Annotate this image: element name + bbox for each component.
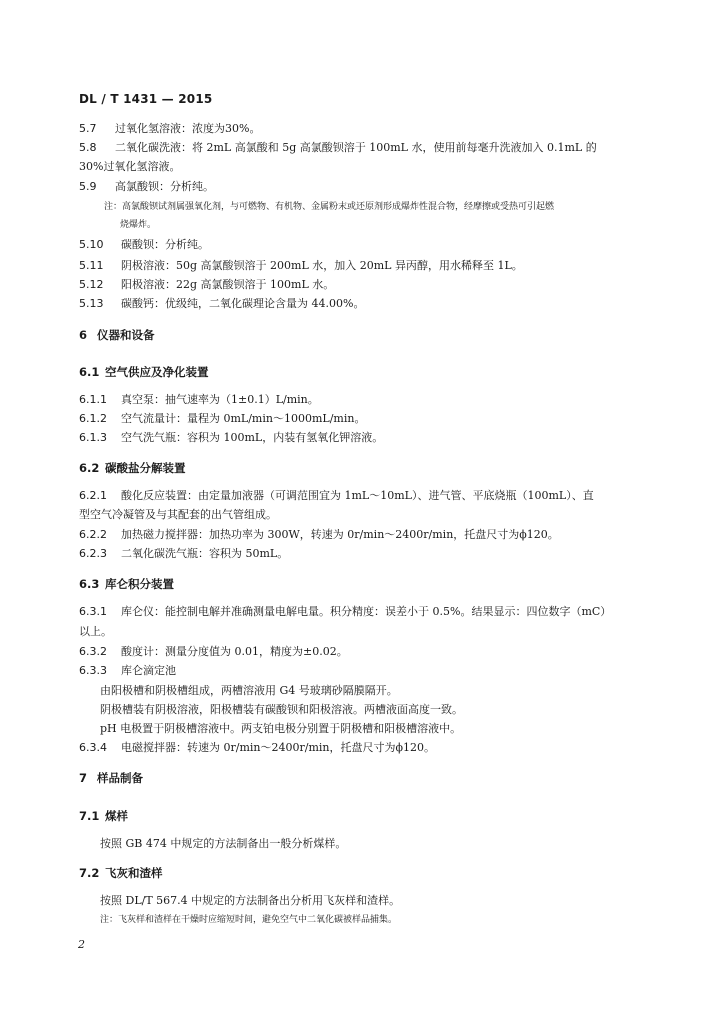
clause-6-2-1-continued xyxy=(79,508,277,522)
section-7-1-heading xyxy=(79,808,128,824)
clause-text: 30%过氧化氢溶液。 xyxy=(79,160,181,173)
clause-number: 6.3.4 xyxy=(79,741,107,754)
clause-text: 型空气冷凝管及与其配套的出气管组成。 xyxy=(79,508,277,521)
clause-6-1-1 xyxy=(79,393,319,407)
clause-5-13 xyxy=(79,297,364,311)
clause-number: 6.2.3 xyxy=(79,547,107,560)
clause-number: 5.7 xyxy=(79,122,97,135)
section-title: 碳酸盐分解装置 xyxy=(105,461,186,475)
clause-number: 5.11 xyxy=(79,259,104,272)
clause-text: 酸化反应装置：由定量加液器（可调范围宜为 1mL～10mL）、进气管、平底烧瓶（100mL）、直 xyxy=(121,489,594,502)
clause-number: 6.2.2 xyxy=(79,528,107,541)
clause-text: 以上。 xyxy=(79,625,112,638)
clause-6-3-3-body-1 xyxy=(100,684,398,698)
clause-5-10 xyxy=(79,238,209,252)
clause-6-3-3 xyxy=(79,664,176,678)
section-number: 7.1 xyxy=(79,809,100,823)
clause-text: 加热磁力搅拌器：加热功率为 300W，转速为 0r/min～2400r/min，托盘尺寸为ϕ120。 xyxy=(121,528,559,541)
clause-text: 库仑滴定池 xyxy=(121,664,176,677)
section-7-heading xyxy=(79,770,143,786)
clause-5-8 xyxy=(79,141,597,155)
clause-number: 5.12 xyxy=(79,278,104,291)
section-number: 7.2 xyxy=(79,866,100,880)
clause-number: 5.13 xyxy=(79,297,104,310)
section-number: 6.1 xyxy=(79,365,100,379)
section-6-heading xyxy=(79,327,155,343)
section-number: 6 xyxy=(79,328,88,342)
clause-5-8-continued xyxy=(79,160,180,174)
clause-text: 过氧化氢溶液：浓度为30%。 xyxy=(115,122,261,135)
clause-5-12 xyxy=(79,278,334,292)
section-6-2-heading xyxy=(79,460,186,476)
clause-text: 碳酸钡：分析纯。 xyxy=(121,238,209,251)
section-number: 6.2 xyxy=(79,461,100,475)
clause-6-1-2 xyxy=(79,412,365,426)
clause-number: 6.1.2 xyxy=(79,412,107,425)
clause-number: 6.3.3 xyxy=(79,664,107,677)
clause-6-1-3 xyxy=(79,431,383,445)
clause-text: 由阳极槽和阴极槽组成，两槽溶液用 G4 号玻璃砂隔膜隔开。 xyxy=(100,684,398,697)
note-5-9: 注：高氯酸钡试剂属强氧化剂，与可燃物、有机物、金属粉末或还原剂形成爆炸性混合物，经摩擦或受热可引起燃 xyxy=(104,202,555,212)
clause-6-3-4 xyxy=(79,741,435,755)
clause-text: 二氧化碳洗气瓶：容积为 50mL。 xyxy=(121,547,289,560)
clause-text: 酸度计：测量分度值为 0.01，精度为±0.02。 xyxy=(121,645,348,658)
clause-text: 真空泵：抽气速率为（1±0.1）L/min。 xyxy=(121,393,319,406)
page-number: 2 xyxy=(78,938,85,951)
clause-text: 空气流量计：量程为 0mL/min～1000mL/min。 xyxy=(121,412,366,425)
section-number: 6.3 xyxy=(79,577,100,591)
clause-7-2-body xyxy=(100,894,400,908)
clause-6-2-3 xyxy=(79,547,288,561)
clause-5-7 xyxy=(79,122,260,136)
clause-text: 高氯酸钡：分析纯。 xyxy=(115,180,214,193)
clause-number: 6.1.1 xyxy=(79,393,107,406)
clause-text: 电磁搅拌器：转速为 0r/min～2400r/min，托盘尺寸为ϕ120。 xyxy=(121,741,435,754)
clause-text: 阴极溶液：50g 高氯酸钡溶于 200mL 水，加入 20mL 异丙醇，用水稀释至 1L。 xyxy=(121,259,523,272)
clause-number: 6.2.1 xyxy=(79,489,107,502)
clause-text: 库仑仪：能控制电解并准确测量电解电量。积分精度：误差小于 0.5%。结果显示：四位数字（mC） xyxy=(121,605,612,618)
clause-text: 空气洗气瓶：容积为 100mL，内装有氢氧化钾溶液。 xyxy=(121,431,384,444)
section-number: 7 xyxy=(79,771,88,785)
clause-6-2-1 xyxy=(79,489,594,503)
clause-number: 5.9 xyxy=(79,180,97,193)
clause-6-3-3-body-3 xyxy=(100,722,461,736)
clause-text: 碳酸钙：优级纯，二氧化碳理论含量为 44.00%。 xyxy=(121,297,365,310)
clause-number: 6.3.1 xyxy=(79,605,107,618)
clause-5-11 xyxy=(79,259,523,273)
clause-number: 6.3.2 xyxy=(79,645,107,658)
clause-5-9 xyxy=(79,180,214,194)
clause-number: 5.8 xyxy=(79,141,97,154)
clause-text: 二氧化碳洗液：将 2mL 高氯酸和 5g 高氯酸钡溶于 100mL 水，使用前每毫升洗液加入 0.1mL 的 xyxy=(115,141,597,154)
note-5-9-continued: 烧爆炸。 xyxy=(120,220,157,230)
clause-number: 6.1.3 xyxy=(79,431,107,444)
section-6-3-heading xyxy=(79,576,174,592)
section-title: 煤样 xyxy=(105,809,128,823)
clause-7-1-body xyxy=(100,837,346,851)
section-title: 库仑积分装置 xyxy=(105,577,174,591)
clause-6-3-2 xyxy=(79,645,348,659)
note-7-2: 注：飞灰样和渣样在干燥时应缩短时间，避免空气中二氧化碳被样品捕集。 xyxy=(100,915,398,925)
clause-text: 按照 DL/T 567.4 中规定的方法制备出分析用飞灰样和渣样。 xyxy=(100,894,401,907)
section-title: 空气供应及净化装置 xyxy=(105,365,209,379)
clause-text: 按照 GB 474 中规定的方法制备出一般分析煤样。 xyxy=(100,837,347,850)
clause-6-2-2 xyxy=(79,528,559,542)
clause-text: 阳极溶液：22g 高氯酸钡溶于 100mL 水。 xyxy=(121,278,335,291)
clause-6-3-1-continued xyxy=(79,625,112,639)
clause-text: pH 电极置于阴极槽溶液中。两支铂电极分别置于阴极槽和阳极槽溶液中。 xyxy=(100,722,462,735)
clause-6-3-3-body-2 xyxy=(100,703,463,717)
clause-6-3-1 xyxy=(79,605,611,619)
clause-text: 阴极槽装有阴极溶液，阳极槽装有碳酸钡和阳极溶液。两槽液面高度一致。 xyxy=(100,703,463,716)
section-title: 飞灰和渣样 xyxy=(105,866,163,880)
section-7-2-heading xyxy=(79,865,163,881)
section-6-1-heading xyxy=(79,364,209,380)
clause-number: 5.10 xyxy=(79,238,104,251)
section-title: 样品制备 xyxy=(97,771,143,785)
document-header: DL / T 1431 — 2015 xyxy=(79,92,213,106)
section-title: 仪器和设备 xyxy=(97,328,155,342)
